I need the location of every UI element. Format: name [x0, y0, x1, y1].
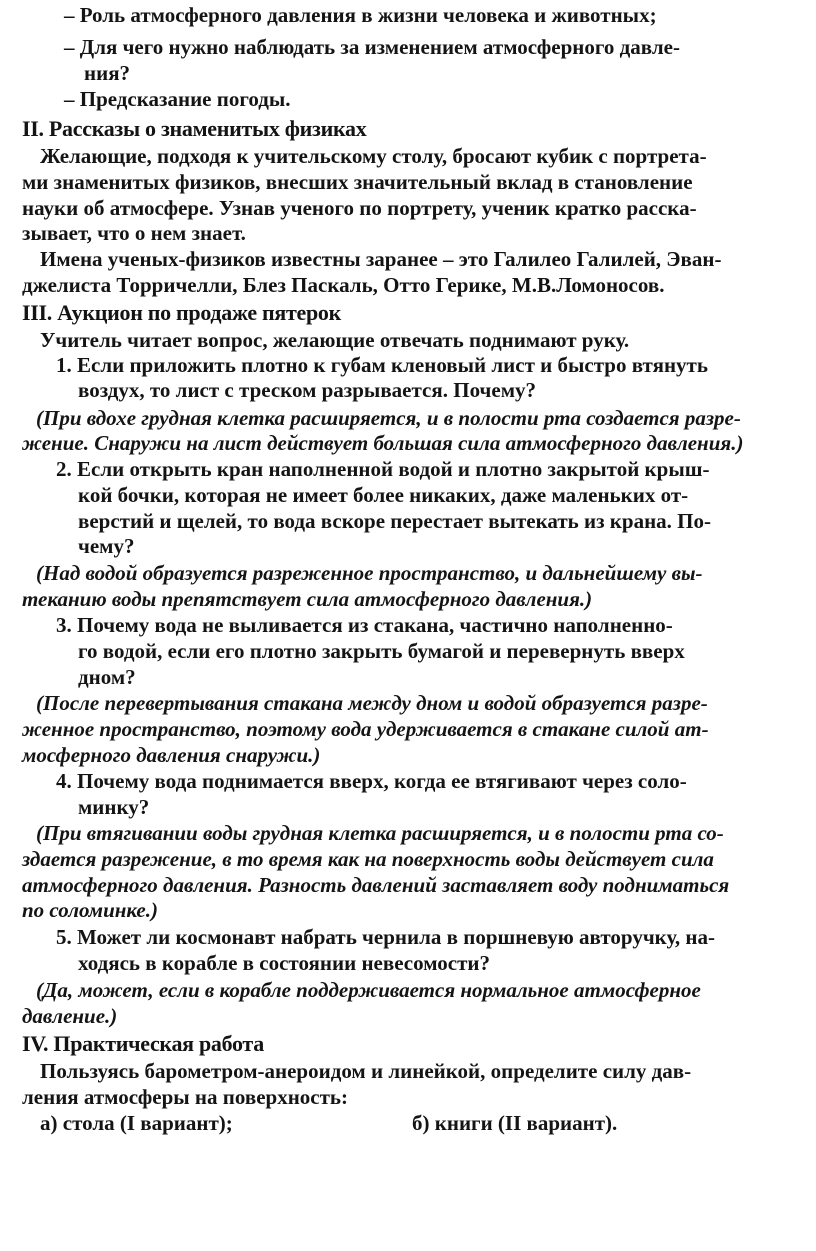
- answer-3-line-3: мосферного давления снаружи.): [22, 743, 321, 767]
- answer-1-line-2: жение. Снаружи на лист действует большая сила атмосферного давления.): [22, 431, 744, 455]
- answer-3-line-2: женное пространство, поэтому вода удерживается в стакане силой ат-: [22, 717, 709, 741]
- dash-item-2: – Для чего нужно наблюдать за изменением атмосферного давле-: [64, 35, 680, 59]
- answer-5-line-2: давление.): [22, 1004, 118, 1028]
- question-2-line-3: верстий и щелей, то вода вскоре перестает вытекать из крана. По-: [78, 509, 712, 533]
- section-2-p1-line-2: ми знаменитых физиков, внесших значительный вклад в становление: [22, 170, 693, 194]
- answer-4-line-2: здается разрежение, в то время как на поверхность воды действует сила: [22, 847, 714, 871]
- question-2-line-2: кой бочки, которая не имеет более никаких, даже маленьких от-: [78, 483, 689, 507]
- section-2-p2-line-2: джелиста Торричелли, Блез Паскаль, Отто Герике, М.В.Ломоносов.: [22, 273, 665, 297]
- dash-item-3: – Предсказание погоды.: [64, 87, 291, 111]
- answer-5-line-1: (Да, может, если в корабле поддерживается нормальное атмосферное: [36, 978, 701, 1002]
- question-1-line-1: 1. Если приложить плотно к губам кленовый лист и быстро втянуть: [56, 353, 708, 377]
- section-3-intro: Учитель читает вопрос, желающие отвечать поднимают руку.: [40, 328, 630, 352]
- section-2-p1-line-4: зывает, что о нем знает.: [22, 221, 246, 245]
- answer-3-line-1: (После перевертывания стакана между дном и водой образуется разре-: [36, 691, 708, 715]
- question-4-line-2: минку?: [78, 795, 150, 819]
- question-5-line-1: 5. Может ли космонавт набрать чернила в поршневую авторучку, на-: [56, 925, 715, 949]
- section-4-p-line-1: Пользуясь барометром-анероидом и линейкой, определите силу дав-: [40, 1059, 692, 1083]
- answer-4-line-1: (При втягивании воды грудная клетка расширяется, и в полости рта со-: [36, 821, 724, 845]
- section-2-heading: II. Рассказы о знаменитых физиках: [22, 116, 367, 141]
- section-3-heading: III. Аукцион по продаже пятерок: [22, 300, 341, 325]
- answer-1-line-1: (При вдохе грудная клетка расширяется, и в полости рта создается разре-: [36, 406, 741, 430]
- answer-4-line-4: по соломинке.): [22, 898, 158, 922]
- section-4-p-line-2: ления атмосферы на поверхность:: [22, 1085, 349, 1109]
- question-2-line-4: чему?: [78, 534, 135, 558]
- section-2-p1-line-1: Желающие, подходя к учительскому столу, бросают кубик с портрета-: [40, 144, 707, 168]
- section-2-p2-line-1: Имена ученых-физиков известны заранее – это Галилео Галилей, Эван-: [40, 247, 722, 271]
- answer-2-line-2: теканию воды препятствует сила атмосферного давления.): [22, 587, 593, 611]
- question-5-line-2: ходясь в корабле в состоянии невесомости?: [78, 951, 490, 975]
- answer-2-line-1: (Над водой образуется разреженное пространство, и дальнейшему вы-: [36, 561, 703, 585]
- dash-item-2-cont: ния?: [84, 61, 131, 85]
- question-3-line-2: го водой, если его плотно закрыть бумагой и перевернуть вверх: [78, 639, 685, 663]
- section-4-heading: IV. Практическая работа: [22, 1031, 264, 1056]
- answer-4-line-3: атмосферного давления. Разность давлений заставляет воду подниматься: [22, 873, 730, 897]
- dash-item-1: – Роль атмосферного давления в жизни человека и животных;: [64, 3, 657, 27]
- section-2-p1-line-3: науки об атмосфере. Узнав ученого по портрету, ученик кратко расска-: [22, 196, 697, 220]
- variant-a: а) стола (I вариант);: [40, 1111, 233, 1135]
- question-3-line-1: 3. Почему вода не выливается из стакана, частично наполненно-: [56, 613, 673, 637]
- variant-b: б) книги (II вариант).: [412, 1111, 618, 1135]
- question-2-line-1: 2. Если открыть кран наполненной водой и плотно закрытой крыш-: [56, 457, 710, 481]
- question-4-line-1: 4. Почему вода поднимается вверх, когда ее втягивают через соло-: [56, 769, 687, 793]
- question-3-line-3: дном?: [78, 665, 136, 689]
- question-1-line-2: воздух, то лист с треском разрывается. Почему?: [78, 378, 537, 402]
